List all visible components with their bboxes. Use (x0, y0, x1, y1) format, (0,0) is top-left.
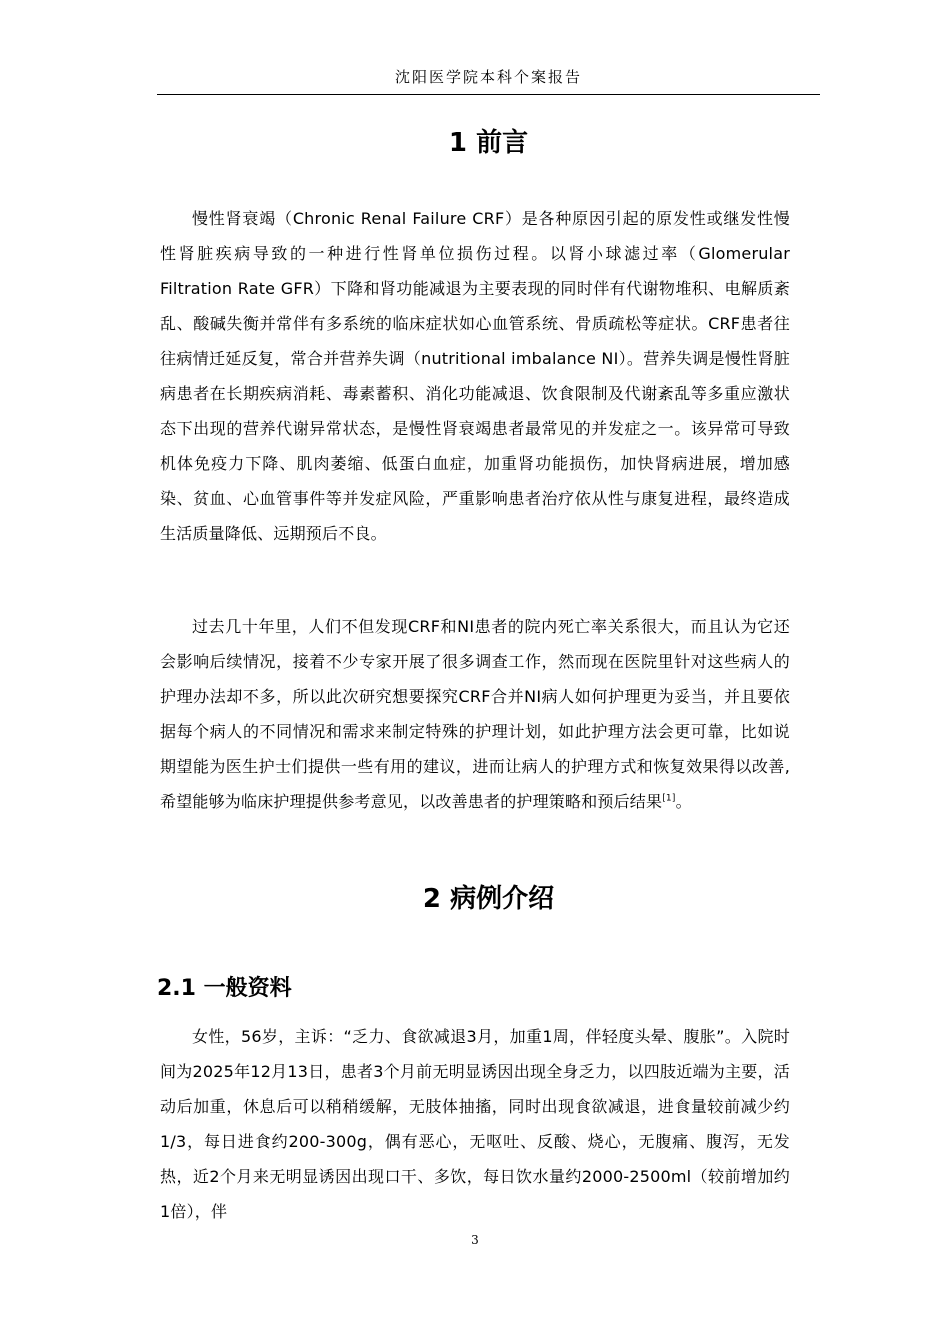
section-2-heading: 2 病例介绍 (422, 884, 555, 914)
section-2-1-paragraph-1: 女性，56岁，主诉：“乏力、食欲减退3月，加重1周，伴轻度头晕、腹胀”。入院时间为2025年12月13日，患者3个月前无明显诱因出现全身乏力，以四肢近端为主要，活动后加重，休息后可以稍稍缓解，无肢体抽搐，同时出现食欲减退，进食量较前减少约1/3，每日进食约200-300g，偶有恶心，无呕吐、反酸、烧心，无腹痛、腹泻，无发热，近2个月来无明显诱因出现口干、多饮，每日饮水量约2000-2500ml（较前增加约1倍），伴 (160, 1027, 790, 1221)
section-1-paragraph-1: 慢性肾衰竭（Chronic Renal Failure CRF）是各种原因引起的原发性或继发性慢性肾脏疾病导致的一种进行性肾单位损伤过程。以肾小球滤过率（Glomerular Filtration Rate GFR）下降和肾功能减退为主要表现的同时伴有代谢物堆积、电解质紊乱、酸碱失衡并常伴有多系统的临床症状如心血管系统、骨质疏松等症状。CRF患者往往病情迁延反复，常合并营养失调（nutritional imbalance NI）。营养失调是慢性肾脏病患者在长期疾病消耗、毒素蓄积、消化功能减退、饮食限制及代谢紊乱等多重应激状态下出现的营养代谢异常状态，是慢性肾衰竭患者最常见的并发症之一。该异常可导致机体免疫力下降、肌肉萎缩、低蛋白血症，加重肾功能损伤，加快肾病进展，增加感染、贫血、心血管事件等并发症风险，严重影响患者治疗依从性与康复进程，最终造成生活质量降低、远期预后不良。 (160, 209, 790, 543)
section-2-1-heading: 2.1 一般资料 (157, 976, 292, 1001)
section-1-paragraph-2-text: 过去几十年里，人们不但发现CRF和NI患者的院内死亡率关系很大，而且认为它还会影响后续情况，接着不少专家开展了很多调查工作，然而现在医院里针对这些病人的护理办法却不多，所以此次研究想要探究CRF合并NI病人如何护理更为妥当，并且要依据每个病人的不同情况和需求来制定特殊的护理计划，如此护理方法会更可靠，比如说期望能为医生护士们提供一些有用的建议，进而让病人的护理方式和恢复效果得以改善,希望能够为临床护理提供参考意见，以改善患者的护理策略和预后结果 (160, 617, 790, 811)
section-1-paragraph-2 (160, 609, 790, 819)
section-1-heading: 1 前言 (448, 128, 529, 158)
page-header-title: 沈阳医学院本科个案报告 (394, 68, 582, 86)
header-divider (157, 94, 820, 95)
citation-marker: [1] (662, 793, 676, 804)
section-1-paragraph-2-end: 。 (675, 792, 692, 811)
page-number: 3 (471, 1233, 479, 1247)
